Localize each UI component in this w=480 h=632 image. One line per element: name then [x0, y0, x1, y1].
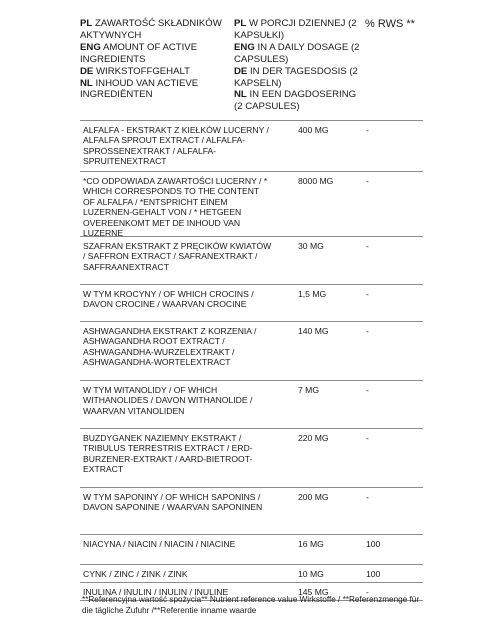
- ingredient-amount: 140 MG: [298, 326, 329, 336]
- ingredients-table: [80, 120, 423, 601]
- lang-code: PL: [234, 18, 247, 29]
- ingredient-amount: 200 MG: [298, 492, 329, 502]
- header-text: INHOUD VAN ACTIEVE INGREDIËNTEN: [80, 77, 199, 101]
- table-row: [80, 428, 423, 487]
- header-text: IN EEN DAGDOSERING (2 CAPSULES): [234, 89, 357, 113]
- table-row: [80, 236, 423, 284]
- ingredient-amount: 8000 MG: [298, 176, 334, 186]
- lang-code: PL: [80, 18, 93, 29]
- ingredient-name: NIACYNA / NIACIN / NIACIN / NIACINE: [83, 539, 236, 549]
- ingredient-rws: -: [366, 326, 369, 336]
- ingredient-rws: -: [366, 385, 369, 395]
- ingredient-amount: 220 MG: [298, 433, 329, 443]
- table-row: [80, 534, 423, 564]
- ingredient-rws: 100: [366, 569, 381, 579]
- ingredient-name: ALFALFA - EKSTRAKT Z KIEŁKÓW LUCERNY / ALFALFA SPROUT EXTRACT / ALFALFA-SPROSSENEXTRAKT / ALFALFA-SPRUITENEXTRACT: [83, 125, 269, 167]
- lang-code: DE: [234, 65, 248, 77]
- lang-code: NL: [80, 77, 93, 89]
- header-rws: % RWS **: [365, 18, 415, 30]
- ingredient-amount: 16 MG: [298, 539, 324, 549]
- ingredient-rws: -: [366, 289, 369, 299]
- lang-code: DE: [80, 65, 94, 77]
- table-row: [80, 120, 423, 171]
- header-daily-dosage: [234, 18, 362, 113]
- header-active-ingredients: [80, 18, 232, 101]
- lang-code: ENG: [80, 41, 101, 53]
- header-text: IN A DAILY DOSAGE (2 CAPSULES): [234, 41, 360, 65]
- header-text: WIRKSTOFFGEHALT: [96, 65, 190, 77]
- header-text: W PORCJI DZIENNEJ (2 KAPSUŁKI): [234, 18, 357, 41]
- ingredient-name: SZAFRAN EKSTRAKT Z PRĘCIKÓW KWIATÓW / SAFFRON EXTRACT / SAFRANEXTRAKT / SAFFRAANEXTRACT: [83, 241, 272, 272]
- table-header: [80, 18, 424, 120]
- table-row: [80, 284, 423, 321]
- ingredient-rws: 100: [366, 539, 381, 549]
- table-row: [80, 564, 423, 582]
- ingredient-name: W TYM KROCYNY / OF WHICH CROCINS / DAVON CROCINE / WAARVAN CROCINE: [83, 289, 254, 310]
- ingredient-rws: -: [366, 125, 369, 135]
- ingredient-name: ASHWAGANDHA EKSTRAKT Z KORZENIA / ASHWAGANDHA ROOT EXTRACT / ASHWAGANDHA-WURZELEXTRAKT / ASHWAGANDHA-WORTELEXTRACT: [83, 326, 257, 368]
- ingredient-rws: -: [366, 433, 369, 443]
- ingredient-rws: -: [366, 241, 369, 251]
- header-text: IN DER TAGESDOSIS (2 KAPSELN): [234, 65, 358, 89]
- table-row: [80, 380, 423, 428]
- ingredient-amount: 400 MG: [298, 125, 329, 135]
- ingredient-amount: 1,5 MG: [298, 289, 327, 299]
- header-text: ZAWARTOŚĆ SKŁADNIKÓW AKTYWNYCH: [80, 18, 222, 41]
- ingredient-rws: -: [366, 176, 369, 186]
- ingredient-name: W TYM WITANOLIDY / OF WHICH WITHANOLIDES / DAVON WITHANOLIDE / WAARVAN VITANOLIDEN: [83, 385, 253, 416]
- ingredient-amount: 145 MG: [298, 587, 329, 597]
- ingredient-rws: -: [366, 492, 369, 502]
- ingredient-amount: 7 MG: [298, 385, 320, 395]
- ingredient-name: CYNK / ZINC / ZINK / ZINK: [83, 569, 188, 579]
- header-text: AMOUNT OF ACTIVE INGREDIENTS: [80, 41, 198, 65]
- table-row: [80, 321, 423, 380]
- table-row: [80, 487, 423, 534]
- ingredient-name: *CO ODPOWIADA ZAWARTOŚCI LUCERNY / * WHICH CORRESPONDS TO THE CONTENT OF ALFALFA / *ENTSPRICHT EINEM LUZERNEN-GEHALT VON / * HETGEEN OVEREENKOMT MET DE INHOUD VAN LUZERNE: [83, 176, 268, 239]
- ingredient-rws: -: [366, 587, 369, 597]
- lang-code: NL: [234, 89, 247, 101]
- ingredient-amount: 30 MG: [298, 241, 324, 251]
- lang-code: ENG: [234, 41, 255, 53]
- table-row: [80, 171, 423, 239]
- ingredient-name: INULINA / INULIN / INULIN / INULINE: [83, 587, 229, 597]
- footnote: **Referencyjna wartość spożycia** Nutrient reference value Wirkstoffe / **Referenzmenge für die tägliche Zufuhr /**Referentie inname waarde: [82, 595, 420, 615]
- ingredient-name: W TYM SAPONINY / OF WHICH SAPONINS / DAVON SAPONINE / WAARVAN SAPONINEN: [83, 492, 263, 513]
- ingredient-name: BUZDYGANEK NAZIEMNY EKSTRAKT / TRIBULUS TERRESTRIS EXTRACT / ERD-BURZENER-EXTRAKT / AARD-BIETROOT-EXTRACT: [83, 433, 253, 475]
- ingredient-amount: 10 MG: [298, 569, 324, 579]
